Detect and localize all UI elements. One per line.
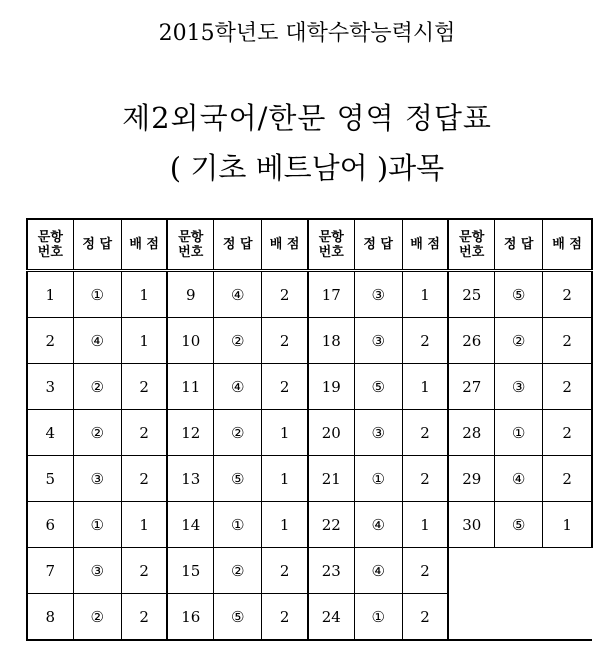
points-cell: 1 <box>262 502 308 548</box>
points-cell: 2 <box>121 548 167 594</box>
question-number-cell: 1 <box>27 271 73 318</box>
answer-cell: ③ <box>73 456 121 502</box>
header-answer <box>495 219 543 271</box>
question-number-cell: 28 <box>448 410 494 456</box>
question-number-cell: 23 <box>308 548 354 594</box>
header-points <box>121 219 167 271</box>
answer-cell: ② <box>73 594 121 641</box>
points-cell: 2 <box>543 364 592 410</box>
header-answer <box>73 219 121 271</box>
points-cell: 2 <box>543 271 592 318</box>
answer-cell: ⑤ <box>495 502 543 548</box>
empty-cell <box>543 548 592 594</box>
answer-cell: ④ <box>354 502 402 548</box>
question-number-cell: 12 <box>167 410 213 456</box>
answer-cell: ① <box>214 502 262 548</box>
table-row <box>27 594 592 641</box>
header-question-no <box>308 219 354 271</box>
answer-cell: ⑤ <box>214 456 262 502</box>
question-number-cell: 10 <box>167 318 213 364</box>
answer-cell: ③ <box>354 318 402 364</box>
points-cell: 2 <box>121 410 167 456</box>
question-number-cell: 22 <box>308 502 354 548</box>
table-row <box>27 271 592 318</box>
header-question-no-label: 문항 번호 <box>37 229 63 260</box>
question-number-cell: 6 <box>27 502 73 548</box>
points-cell: 2 <box>402 318 448 364</box>
header-answer-label: 정 답 <box>363 237 393 252</box>
points-cell: 2 <box>262 548 308 594</box>
points-cell: 2 <box>121 456 167 502</box>
header-question-no <box>167 219 213 271</box>
points-cell: 2 <box>402 410 448 456</box>
answer-cell: ① <box>73 502 121 548</box>
points-cell: 2 <box>402 456 448 502</box>
points-cell: 1 <box>121 271 167 318</box>
answer-cell: ② <box>73 364 121 410</box>
answer-cell: ⑤ <box>495 271 543 318</box>
exam-title: 2015학년도 대학수학능력시험 <box>158 21 456 46</box>
answer-cell: ② <box>214 548 262 594</box>
question-number-cell: 14 <box>167 502 213 548</box>
header-question-no <box>448 219 494 271</box>
question-number-cell: 27 <box>448 364 494 410</box>
empty-cell <box>495 548 543 594</box>
answer-cell: ⑤ <box>214 594 262 641</box>
answer-cell: ② <box>214 318 262 364</box>
table-row <box>27 456 592 502</box>
header-question-no-label: 문항 번호 <box>178 229 204 260</box>
question-number-cell: 25 <box>448 271 494 318</box>
question-number-cell: 21 <box>308 456 354 502</box>
table-row <box>27 502 592 548</box>
answer-cell: ④ <box>214 271 262 318</box>
points-cell: 2 <box>262 594 308 641</box>
header-points-label: 배 점 <box>129 237 159 252</box>
points-cell: 2 <box>262 318 308 364</box>
header-points-label: 배 점 <box>552 237 582 252</box>
header-answer <box>214 219 262 271</box>
answer-cell: ① <box>495 410 543 456</box>
header-question-no-label: 문항 번호 <box>459 229 485 260</box>
question-number-cell: 11 <box>167 364 213 410</box>
points-cell: 2 <box>262 271 308 318</box>
header-answer-label: 정 답 <box>222 237 253 252</box>
answer-cell: ② <box>214 410 262 456</box>
answer-cell: ⑤ <box>354 364 402 410</box>
section-title: 제2외국어/한문 영역 정답표 <box>122 101 492 135</box>
question-number-cell: 15 <box>167 548 213 594</box>
answer-cell: ③ <box>354 410 402 456</box>
table-row <box>27 364 592 410</box>
header-points-label: 배 점 <box>269 237 300 252</box>
answer-cell: ③ <box>495 364 543 410</box>
points-cell: 1 <box>543 502 592 548</box>
question-number-cell: 17 <box>308 271 354 318</box>
points-cell: 2 <box>121 364 167 410</box>
table-row <box>27 410 592 456</box>
question-number-cell: 18 <box>308 318 354 364</box>
question-number-cell: 30 <box>448 502 494 548</box>
header-question-no <box>27 219 73 271</box>
points-cell: 2 <box>402 548 448 594</box>
question-number-cell: 9 <box>167 271 213 318</box>
answer-cell: ③ <box>354 271 402 318</box>
points-cell: 1 <box>121 502 167 548</box>
header-answer-label: 정 답 <box>503 237 534 252</box>
points-cell: 1 <box>262 410 308 456</box>
answer-cell: ③ <box>73 548 121 594</box>
answer-cell: ② <box>73 410 121 456</box>
question-number-cell: 5 <box>27 456 73 502</box>
subject-line: ( 기초 베트남어 )과목 <box>169 151 445 185</box>
question-number-cell: 26 <box>448 318 494 364</box>
answer-cell: ④ <box>214 364 262 410</box>
answer-cell: ④ <box>495 456 543 502</box>
answer-cell: ② <box>495 318 543 364</box>
question-number-cell: 3 <box>27 364 73 410</box>
answer-key-table <box>26 218 593 641</box>
empty-cell <box>543 594 592 641</box>
answer-cell: ④ <box>354 548 402 594</box>
empty-cell <box>495 594 543 641</box>
question-number-cell: 8 <box>27 594 73 641</box>
question-number-cell: 13 <box>167 456 213 502</box>
question-number-cell: 24 <box>308 594 354 641</box>
answer-cell: ① <box>354 594 402 641</box>
table-header-row <box>27 219 592 271</box>
points-cell: 2 <box>402 594 448 641</box>
header-points-label: 배 점 <box>410 237 440 252</box>
points-cell: 2 <box>543 318 592 364</box>
points-cell: 2 <box>262 364 308 410</box>
empty-cell <box>448 548 494 594</box>
header-points <box>262 219 308 271</box>
points-cell: 1 <box>402 364 448 410</box>
header-answer <box>354 219 402 271</box>
table-row <box>27 318 592 364</box>
points-cell: 1 <box>402 502 448 548</box>
header-question-no-label: 문항 번호 <box>318 229 344 260</box>
points-cell: 2 <box>543 410 592 456</box>
question-number-cell: 2 <box>27 318 73 364</box>
answer-cell: ① <box>73 271 121 318</box>
table-row <box>27 548 592 594</box>
question-number-cell: 29 <box>448 456 494 502</box>
points-cell: 2 <box>121 594 167 641</box>
header-points <box>402 219 448 271</box>
points-cell: 1 <box>262 456 308 502</box>
question-number-cell: 4 <box>27 410 73 456</box>
question-number-cell: 20 <box>308 410 354 456</box>
points-cell: 2 <box>543 456 592 502</box>
answer-cell: ① <box>354 456 402 502</box>
question-number-cell: 19 <box>308 364 354 410</box>
header-points <box>543 219 592 271</box>
header-answer-label: 정 답 <box>82 237 113 252</box>
question-number-cell: 7 <box>27 548 73 594</box>
points-cell: 1 <box>402 271 448 318</box>
points-cell: 1 <box>121 318 167 364</box>
empty-cell <box>448 594 494 641</box>
answer-cell: ④ <box>73 318 121 364</box>
question-number-cell: 16 <box>167 594 213 641</box>
